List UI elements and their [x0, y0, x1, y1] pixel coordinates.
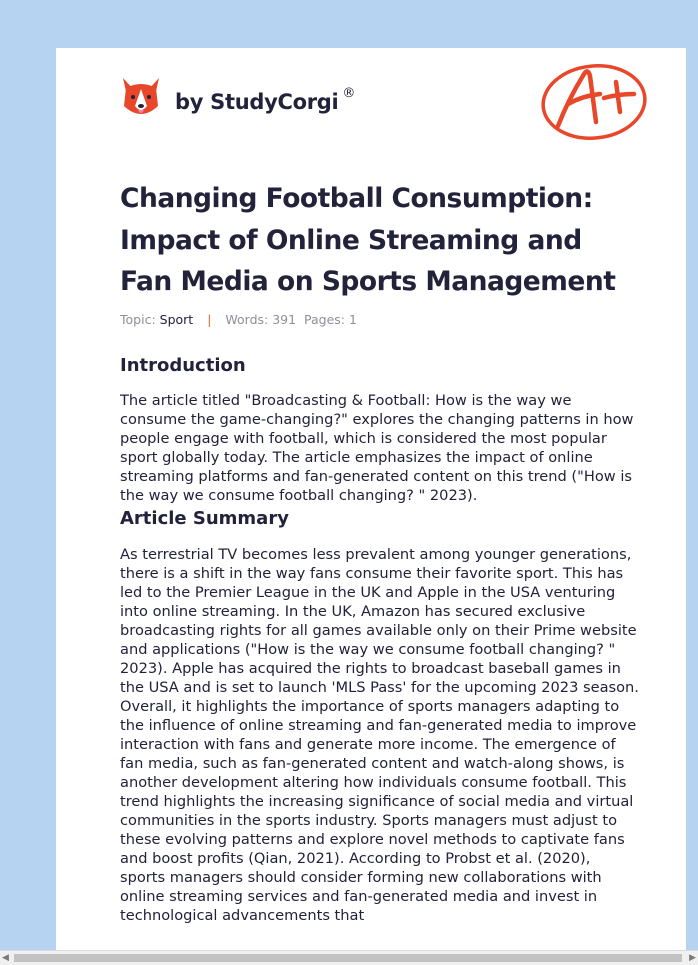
page-count: Pages: 1 — [304, 312, 357, 327]
scroll-right-arrow-icon[interactable]: ▶ — [689, 953, 696, 963]
word-count: Words: 391 — [225, 312, 297, 327]
page-title: Changing Football Consumption: Impact of Online Streaming and Fan Media on Sports Management — [120, 183, 616, 297]
intro-heading: Introduction — [120, 355, 246, 376]
scroll-left-arrow-icon[interactable]: ◀ — [2, 953, 9, 963]
brand-text: by StudyCorgi — [175, 90, 339, 114]
topic-link[interactable]: Sport — [159, 312, 194, 327]
corgi-logo-icon — [120, 76, 162, 120]
intro-paragraph: The article titled "Broadcasting & Football: How is the way we consume the game-changing?" explores the changing patterns in how people engage with football, which is considered the most popular sport globally today. The article emphasizes the impact of online streaming platforms and fan-generated content on this trend ("How is the way we consume football changing? " 2023). — [120, 392, 634, 504]
meta-separator: | — [207, 312, 212, 327]
brand-name[interactable] — [175, 86, 356, 114]
topic-label: Topic: — [120, 312, 156, 327]
document-meta — [120, 312, 357, 327]
horizontal-scrollbar[interactable] — [0, 950, 698, 965]
a-plus-grade-icon — [538, 60, 650, 144]
summary-paragraph: As terrestrial TV becomes less prevalent among younger generations, there is a shift in the way fans consume their favorite sport. This has led to the Premier League in the UK and Apple in the USA venturing into online streaming. In the UK, Amazon has secured exclusive broadcasting rights for all games available only on their Prime website and applications ("How is the way we consume football changing? " 2023). Apple has acquired the rights to broadcast baseball games in the USA and is set to launch 'MLS Pass' for the upcoming 2023 season. Overall, it highlights the importance of sports managers adapting to the influence of online streaming and fan-generated media to improve interaction with fans and generate more income. The emergence of fan media, such as fan-generated content and watch-along shows, is another development altering how individuals consume football. This trend highlights the increasing significance of social media and virtual communities in the sports industry. Sports managers must adjust to these evolving patterns and explore novel methods to captivate fans and boost profits (Qian, 2021). According to Probst et al. (2020), sports managers should consider forming new collaborations with online streaming services and fan-generated media and invest in technological advancements that — [120, 546, 639, 924]
summary-heading: Article Summary — [120, 508, 289, 529]
document-page — [56, 48, 686, 952]
scrollbar-thumb[interactable] — [14, 954, 682, 962]
header — [120, 76, 650, 138]
article-body — [120, 354, 640, 925]
registered-mark: ® — [342, 86, 356, 101]
